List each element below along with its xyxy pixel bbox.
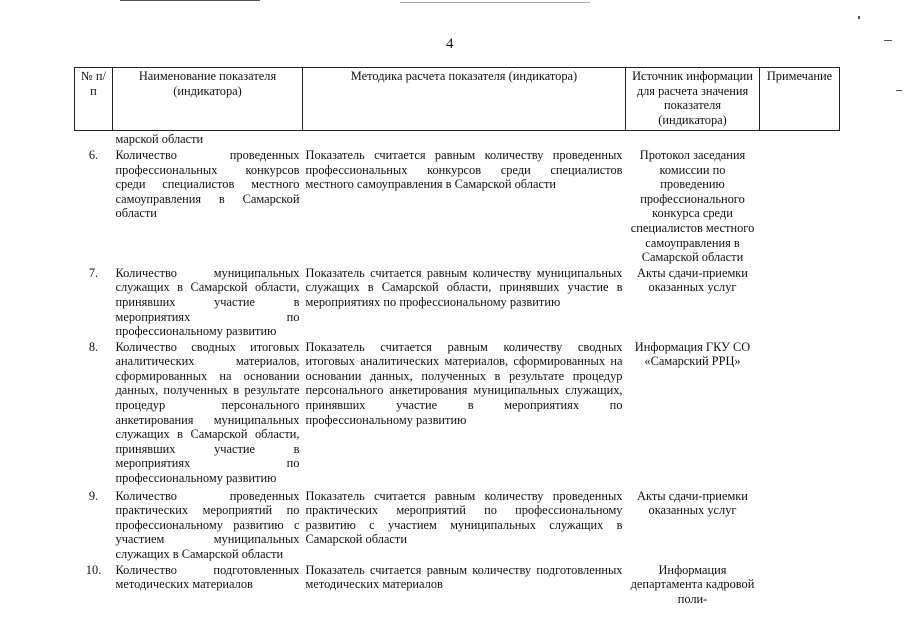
note-cell xyxy=(760,339,840,488)
scan-artifact xyxy=(120,0,260,1)
table-row xyxy=(75,339,840,488)
row-number: 9. xyxy=(88,488,99,503)
scan-artifact xyxy=(400,2,590,3)
indicator-name: Количество проведенных профессиональных конкурсов среди специалистов местного самоуправления в Самарской области xyxy=(115,147,300,221)
scan-artifact xyxy=(858,16,860,19)
scan-artifact xyxy=(884,40,892,41)
row-number: 6. xyxy=(88,147,99,162)
table-row xyxy=(75,265,840,339)
header-indicator-name: Наименование показателя (индикатора) xyxy=(113,68,303,131)
header-note: Примечание xyxy=(760,68,840,131)
row-number: 8. xyxy=(88,339,99,354)
calculation-method: Показатель считается равным количеству проведенных практических мероприятий по профессиональному развитию с участием муниципальных служащих в Самарской области xyxy=(305,488,623,547)
row-number: 10. xyxy=(85,562,102,577)
data-source: Протокол заседания комиссии по проведению профессионального конкурса среди специалистов местного самоуправления в Самарской области xyxy=(630,147,755,265)
calculation-method: Показатель считается равным количеству сводных итоговых аналитических материалов, сформированных на основании данных, полученных в результате процедур персонального анкетирования муниципальных служащих, принявших участие в мероприятиях по профессиональному развитию xyxy=(305,339,623,427)
data-source: Информация департамента кадровой поли- xyxy=(630,562,755,606)
indicator-name: Количество подготовленных методических материалов xyxy=(115,562,300,592)
scan-artifact xyxy=(896,90,902,91)
table-header-row xyxy=(75,68,840,131)
indicator-name: Количество муниципальных служащих в Самарской области, принявших участие в мероприятиях по профессиональному развитию xyxy=(115,265,300,339)
page-number: 4 xyxy=(446,36,454,52)
calculation-method: Показатель считается равным количеству подготовленных методических материалов xyxy=(305,562,623,592)
row-number: 7. xyxy=(88,265,99,280)
table-row xyxy=(75,562,840,607)
data-source: Акты сдачи-приемки оказанных услуг xyxy=(637,488,748,518)
note-cell xyxy=(760,488,840,562)
note-cell xyxy=(760,147,840,265)
data-source: Акты сдачи-приемки оказанных услуг xyxy=(637,265,748,295)
indicators-table xyxy=(74,67,840,606)
indicator-name: Количество проведенных практических мероприятий по профессиональному развитию с участием муниципальных служащих в Самарской области xyxy=(115,488,300,562)
calculation-method: Показатель считается равным количеству муниципальных служащих в Самарской области, принявших участие в мероприятиях по профессиональному развитию xyxy=(305,265,623,309)
data-source: Информация ГКУ СО «Самарский РРЦ» xyxy=(634,339,751,369)
note-cell xyxy=(760,562,840,607)
table-row xyxy=(75,147,840,265)
header-calculation-method: Методика расчета показателя (индикатора) xyxy=(303,68,626,131)
indicator-name: Количество сводных итоговых аналитических материалов, сформированных на основании данных, полученных в результате процедур персонального анкетирования муниципальных служащих в Самарской области, принявших участие в мероприятиях по профессиональному развитию xyxy=(115,339,300,486)
continuation-text: марской области xyxy=(115,132,204,147)
header-data-source: Источник информации для расчета значения показателя (индикатора) xyxy=(626,68,760,131)
table-row xyxy=(75,131,840,147)
table-row xyxy=(75,488,840,562)
header-number: № п/п xyxy=(75,68,113,131)
calculation-method: Показатель считается равным количеству проведенных профессиональных конкурсов среди специалистов местного самоуправления в Самарской области xyxy=(305,147,623,192)
note-cell xyxy=(760,265,840,339)
